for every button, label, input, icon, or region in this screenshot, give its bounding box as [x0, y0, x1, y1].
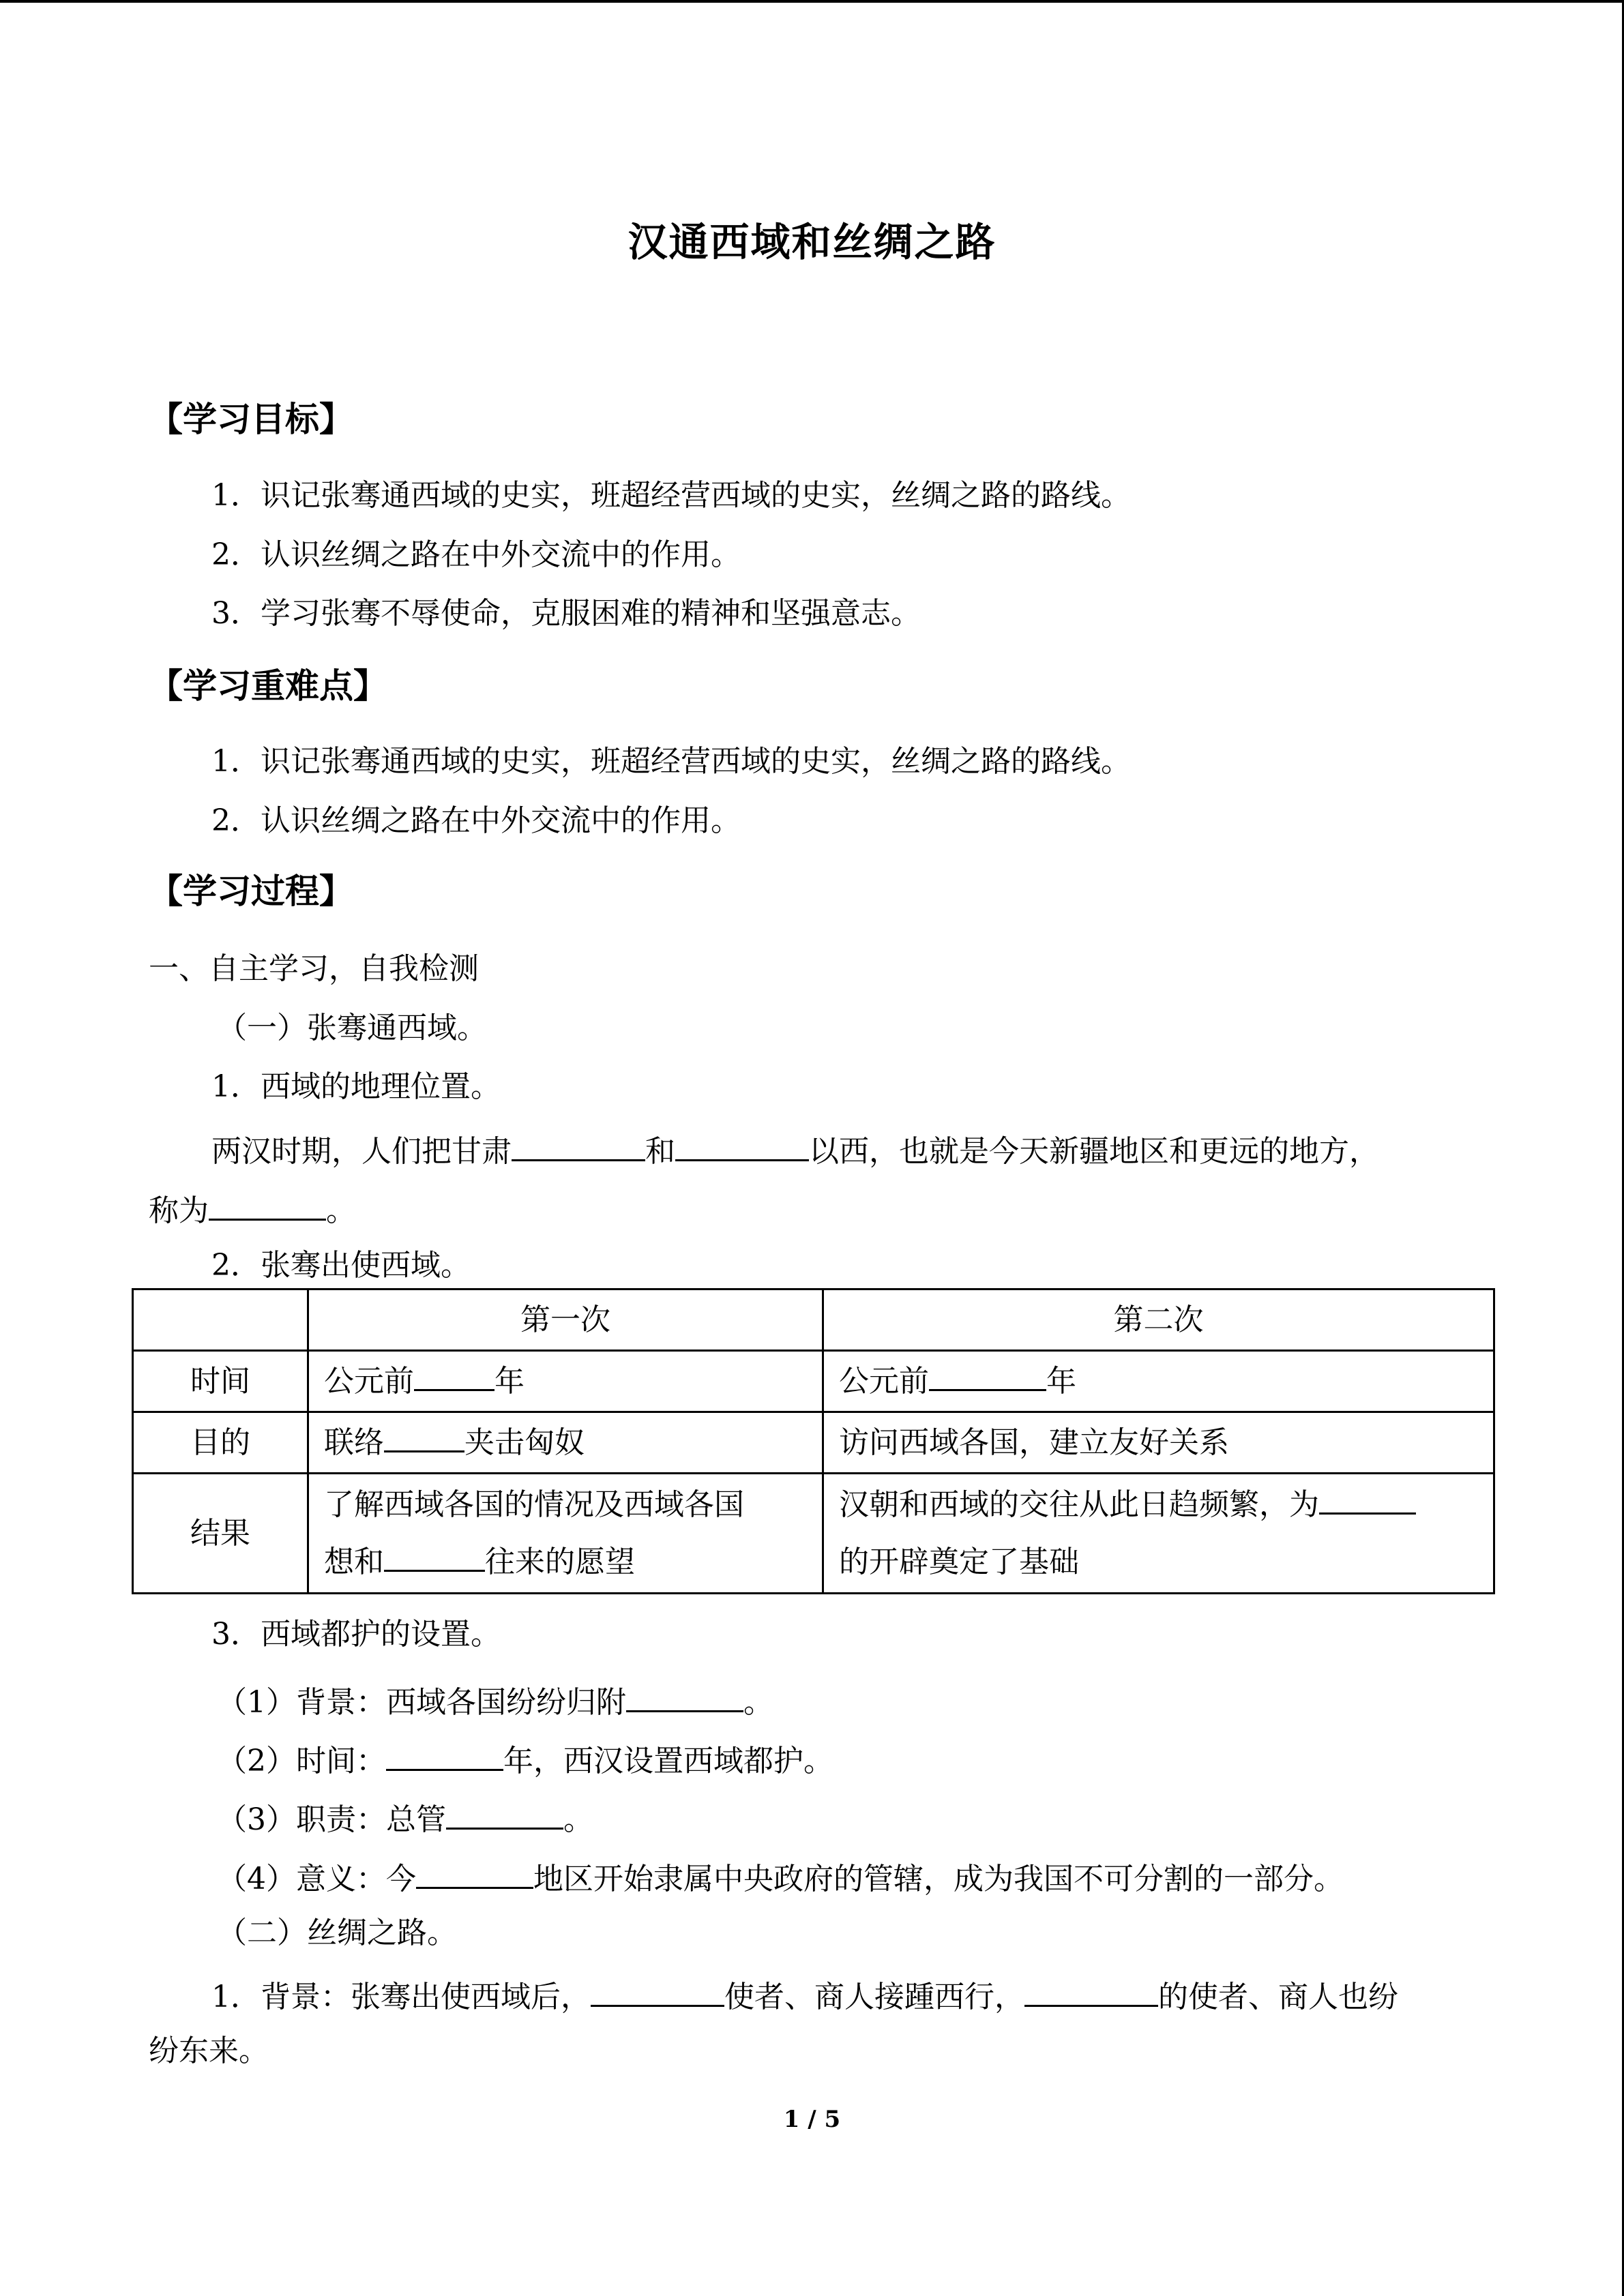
subheading-silk-road: （二）丝绸之路。 [217, 1915, 457, 1950]
row-label-purpose: 目的 [133, 1412, 308, 1474]
fill-blank[interactable] [929, 1362, 1046, 1391]
silk-road-item-1-cont: 纷东来。 [149, 2033, 269, 2068]
cell-text: 夹击匈奴 [464, 1425, 585, 1460]
question-3-title: 3．西域都护的设置。 [211, 1617, 501, 1652]
cell-text: 联络 [324, 1425, 384, 1460]
cell-text: 年 [494, 1363, 525, 1399]
table-row [133, 1474, 1494, 1594]
table-row [133, 1412, 1494, 1474]
cell-first-result [308, 1474, 823, 1594]
fill-blank[interactable] [416, 1860, 533, 1889]
objective-item-3: 3．学习张骞不辱使命，克服困难的精神和坚强意志。 [211, 596, 921, 631]
q3-text: （1）背景：西域各国纷纷归附 [217, 1685, 626, 1720]
fill-blank[interactable] [414, 1362, 494, 1391]
page-top-border [0, 0, 1624, 3]
cell-text: 了解西域各国的情况及西域各国 [324, 1487, 744, 1522]
cell-text: 公元前 [324, 1363, 414, 1399]
q1-text-d: 称为 [149, 1193, 209, 1228]
table-header-first: 第一次 [308, 1289, 823, 1351]
question-3-item-1 [217, 1683, 773, 1718]
key-point-item-2: 2．认识丝绸之路在中外交流中的作用。 [211, 803, 741, 838]
fill-blank[interactable] [1024, 1978, 1158, 2007]
q1-text-e: 。 [326, 1193, 356, 1228]
table-header-second: 第二次 [823, 1289, 1494, 1351]
cell-text: 想和 [324, 1544, 384, 1579]
s2-text: 使者、商人接踵西行， [724, 1980, 1024, 2014]
s2-text: 的使者、商人也纷 [1158, 1980, 1398, 2014]
q1-text-b: 和 [645, 1134, 675, 1169]
objective-item-2: 2．认识丝绸之路在中外交流中的作用。 [211, 537, 741, 572]
fill-blank[interactable] [512, 1132, 645, 1161]
cell-text: 往来的愿望 [485, 1544, 635, 1579]
cell-second-purpose: 访问西域各国，建立友好关系 [823, 1412, 1494, 1474]
page-title: 汉通西域和丝绸之路 [628, 219, 996, 265]
table-header-empty [133, 1289, 308, 1351]
cell-text: 汉朝和西域的交往从此日趋频繁，为 [839, 1487, 1319, 1522]
fill-blank[interactable] [384, 1542, 485, 1572]
key-point-item-1: 1．识记张骞通西域的史实，班超经营西域的史实，丝绸之路的路线。 [211, 744, 1131, 779]
mission-table [132, 1288, 1495, 1594]
cell-text: 年 [1046, 1363, 1076, 1399]
table-header-row [133, 1289, 1494, 1351]
cell-first-time [308, 1351, 823, 1412]
section-header-process: 【学习过程】 [149, 871, 353, 911]
q3-text: （4）意义：今 [217, 1862, 416, 1896]
q3-text: （2）时间： [217, 1744, 386, 1778]
q1-text-c: 以西，也就是今天新疆地区和更远的地方， [809, 1134, 1379, 1169]
cell-line [839, 1476, 1478, 1534]
cell-text: 公元前 [839, 1363, 929, 1399]
row-label-result: 结果 [133, 1474, 308, 1594]
fill-blank[interactable] [384, 1423, 464, 1452]
cell-first-purpose [308, 1412, 823, 1474]
objective-item-1: 1．识记张骞通西域的史实，班超经营西域的史实，丝绸之路的路线。 [211, 478, 1131, 513]
section-header-key-points: 【学习重难点】 [149, 666, 387, 706]
page-number: 1 / 5 [783, 2106, 841, 2133]
question-3-item-4 [217, 1860, 1344, 1894]
question-3-item-2 [217, 1742, 833, 1776]
table-row [133, 1351, 1494, 1412]
fill-blank[interactable] [209, 1191, 326, 1221]
q1-text-a: 两汉时期，人们把甘肃 [211, 1134, 512, 1169]
s2-text: 1．背景：张骞出使西域后， [211, 1980, 591, 2014]
question-1-title: 1．西域的地理位置。 [211, 1069, 501, 1104]
fill-blank[interactable] [386, 1742, 503, 1771]
question-1-line-2 [149, 1191, 356, 1226]
q3-text: 。 [563, 1802, 593, 1837]
q3-text: （3）职责：总管 [217, 1802, 446, 1837]
fill-blank[interactable] [446, 1800, 563, 1830]
fill-blank[interactable] [591, 1978, 724, 2007]
part-heading-1: 一、自主学习，自我检测 [149, 951, 479, 986]
silk-road-item-1 [211, 1978, 1398, 2012]
q3-text: 地区开始隶属中央政府的管辖，成为我国不可分割的一部分。 [533, 1862, 1344, 1896]
section-header-objectives: 【学习目标】 [149, 400, 353, 439]
cell-second-time [823, 1351, 1494, 1412]
subheading-zhang-qian: （一）张骞通西域。 [217, 1011, 487, 1045]
cell-second-result [823, 1474, 1494, 1594]
question-2-title: 2．张骞出使西域。 [211, 1248, 471, 1283]
question-1-line-1 [211, 1132, 1379, 1167]
q3-text: 。 [743, 1685, 773, 1720]
fill-blank[interactable] [675, 1132, 809, 1161]
q3-text: 年，西汉设置西域都护。 [503, 1744, 833, 1778]
cell-line [324, 1534, 807, 1591]
row-label-time: 时间 [133, 1351, 308, 1412]
cell-text: 的开辟奠定了基础 [839, 1544, 1079, 1579]
fill-blank[interactable] [626, 1683, 743, 1712]
fill-blank[interactable] [1319, 1485, 1416, 1515]
question-3-item-3 [217, 1800, 593, 1835]
